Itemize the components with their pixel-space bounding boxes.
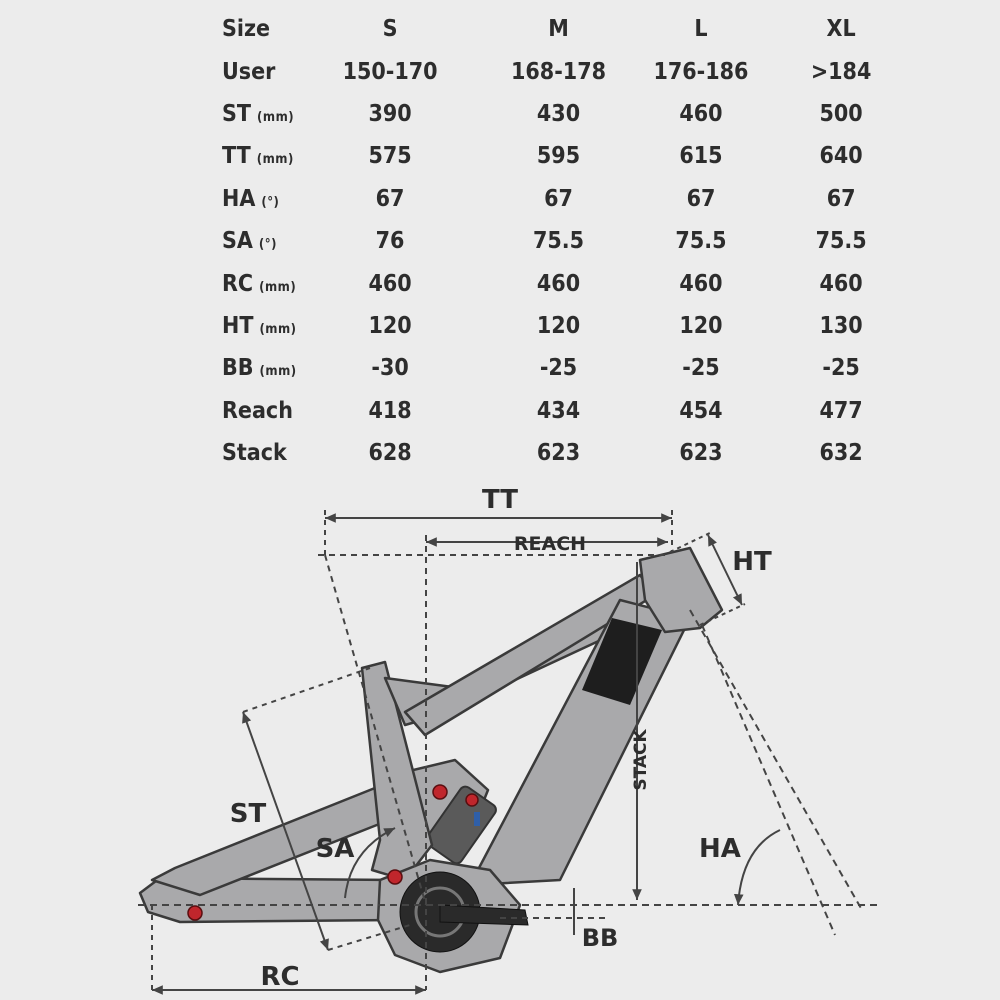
- header-size-m: M: [548, 16, 569, 43]
- frame-geometry-diagram: [0, 470, 1000, 1000]
- sa-label: SA: [315, 834, 355, 864]
- table-cell: 575: [368, 143, 412, 170]
- table-cell: 628: [368, 440, 412, 467]
- table-cell: 632: [819, 440, 863, 467]
- table-cell: 168-178: [511, 58, 606, 85]
- table-cell: 120: [368, 312, 412, 339]
- pivot-rocker: [433, 785, 447, 799]
- row-label: HA: [222, 185, 256, 212]
- header-label: Size: [222, 16, 271, 43]
- rc-label: RC: [260, 962, 300, 992]
- row-label: Reach: [222, 397, 293, 424]
- header-size-s: S: [382, 16, 398, 43]
- table-cell: 460: [536, 270, 581, 297]
- row-label: SA: [222, 228, 253, 255]
- table-row: [210, 390, 910, 432]
- table-row: [210, 50, 910, 92]
- table-cell: 434: [536, 397, 581, 424]
- row-unit: (mm): [259, 364, 297, 380]
- pivot-main: [388, 870, 402, 884]
- table-row: [210, 432, 910, 474]
- row-unit: (mm): [259, 321, 297, 337]
- table-row: [210, 220, 910, 262]
- table-cell: >184: [810, 58, 872, 85]
- table-cell: 75.5: [532, 228, 585, 255]
- table-cell: 176-186: [653, 58, 749, 85]
- row-label: User: [222, 58, 276, 85]
- table-cell: 623: [679, 440, 723, 467]
- shock-accent: [474, 812, 480, 826]
- ha-fork-line: [702, 625, 835, 935]
- table-cell: 76: [375, 228, 405, 255]
- table-cell: -30: [371, 355, 409, 382]
- table-cell: 67: [375, 185, 405, 212]
- row-label: HT: [222, 312, 254, 339]
- table-cell: 75.5: [675, 228, 727, 255]
- table-cell: 150-170: [342, 58, 438, 85]
- table-cell: 130: [819, 312, 863, 339]
- table-cell: 430: [536, 100, 581, 127]
- st-label: ST: [229, 799, 267, 829]
- table-cell: 460: [679, 100, 723, 127]
- table-row: [210, 178, 910, 220]
- pivot-shock: [466, 794, 478, 806]
- table-row: [210, 93, 910, 135]
- row-label: Stack: [222, 440, 287, 467]
- bb-label: BB: [581, 924, 619, 952]
- table-cell: 623: [536, 440, 581, 467]
- table-cell: 390: [368, 100, 412, 127]
- row-label: BB: [222, 355, 254, 382]
- table-cell: 615: [679, 143, 723, 170]
- ht-label: HT: [732, 547, 772, 577]
- table-header-row: [210, 8, 910, 50]
- table-cell: -25: [539, 355, 578, 382]
- pivot-rear: [188, 906, 202, 920]
- row-unit: (°): [261, 194, 280, 210]
- ha-angle-arc: [738, 830, 780, 905]
- st-ext-top: [243, 668, 370, 712]
- table-cell: 454: [679, 397, 723, 424]
- row-unit: (°): [258, 237, 277, 253]
- row-label: RC: [222, 270, 254, 297]
- ha-label: HA: [699, 834, 741, 864]
- row-unit: (mm): [259, 279, 297, 295]
- table-cell: -25: [682, 355, 720, 382]
- header-size-xl: XL: [826, 16, 856, 43]
- table-cell: 75.5: [815, 228, 867, 255]
- table-row: [210, 305, 910, 347]
- row-label: ST: [222, 100, 252, 127]
- table-row: [210, 347, 910, 389]
- table-cell: 120: [679, 312, 723, 339]
- table-cell: 120: [536, 312, 581, 339]
- stack-label: STACK: [631, 729, 651, 791]
- geometry-table: [210, 8, 910, 474]
- reach-label: REACH: [513, 533, 587, 555]
- table-cell: 67: [544, 185, 573, 212]
- table-cell: 460: [819, 270, 863, 297]
- table-cell: 460: [368, 270, 412, 297]
- table-cell: 418: [368, 397, 412, 424]
- table-cell: 460: [679, 270, 723, 297]
- table-cell: 595: [536, 143, 581, 170]
- table-cell: 67: [686, 185, 716, 212]
- row-unit: (mm): [256, 152, 294, 168]
- table-row: [210, 262, 910, 304]
- table-cell: -25: [822, 355, 860, 382]
- row-unit: (mm): [257, 109, 295, 125]
- table-row: [210, 135, 910, 177]
- table-cell: 477: [819, 397, 863, 424]
- ha-axis-line: [690, 610, 862, 910]
- tt-label: TT: [481, 485, 519, 515]
- row-label: TT: [222, 143, 251, 170]
- table-cell: 640: [819, 143, 863, 170]
- table-cell: 67: [826, 185, 856, 212]
- table-cell: 500: [819, 100, 863, 127]
- header-size-l: L: [694, 16, 708, 43]
